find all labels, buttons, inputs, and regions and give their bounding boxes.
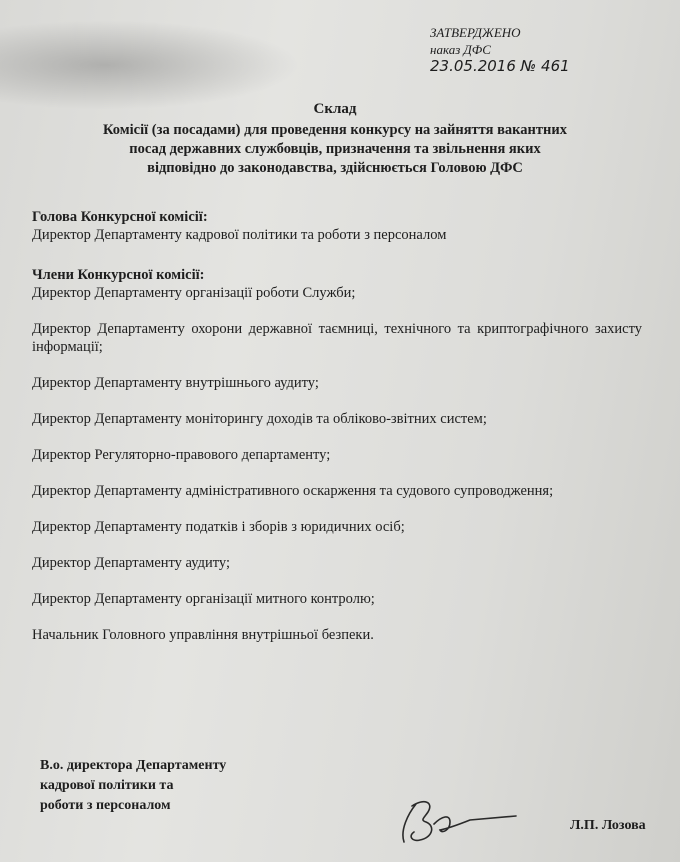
- signer-position-line-2: кадрової політики та: [40, 778, 174, 793]
- document-body: [32, 208, 642, 662]
- title-line-2: посад державних службовців, призначення та звільнення яких: [129, 141, 541, 157]
- chair-label: Голова Конкурсної комісії:: [32, 209, 208, 225]
- member-item: Директор Департаменту внутрішнього аудиту;: [32, 375, 319, 391]
- member-item: Директор Регуляторно-правового департаменту;: [32, 447, 331, 463]
- chair-section: [32, 208, 642, 244]
- member-item: Директор Департаменту адміністративного оскарження та судового супроводження;: [32, 483, 554, 499]
- signer-position-line-3: роботи з персоналом: [40, 798, 171, 813]
- signer-position-line-1: В.о. директора Департаменту: [40, 758, 227, 773]
- document-title: [30, 100, 640, 178]
- approval-stamp: [430, 24, 570, 75]
- member-item: Директор Департаменту організації роботи Служби;: [32, 285, 356, 301]
- title-heading: Склад: [313, 101, 357, 117]
- chair-name: Директор Департаменту кадрової політики та роботи з персоналом: [32, 227, 447, 243]
- approval-date-number: 23.05.2016 № 461: [430, 57, 570, 75]
- title-line-3: відповідно до законодавства, здійснюється Головою ДФС: [147, 160, 523, 176]
- member-item: Директор Департаменту моніторингу доходів та обліково-звітних систем;: [32, 411, 487, 427]
- scan-smudge: [0, 20, 300, 110]
- member-item: Директор Департаменту аудиту;: [32, 555, 230, 571]
- members-section: [32, 266, 642, 644]
- members-label: Члени Конкурсної комісії:: [32, 267, 205, 283]
- handwritten-signature: [390, 790, 520, 850]
- member-item: Начальник Головного управління внутрішньої безпеки.: [32, 627, 374, 643]
- approval-title: ЗАТВЕРДЖЕНО: [430, 25, 521, 40]
- member-item: Директор Департаменту організації митного контролю;: [32, 591, 375, 607]
- member-item: Директор Департаменту охорони державної таємниці, технічного та криптографічного захисту інформації;: [32, 321, 642, 355]
- approval-order: наказ ДФС: [430, 42, 491, 57]
- signature-block: [40, 756, 650, 816]
- signer-name: Л.П. Лозова: [570, 818, 646, 833]
- member-item: Директор Департаменту податків і зборів з юридичних осіб;: [32, 519, 405, 535]
- title-line-1: Комісії (за посадами) для проведення конкурсу на зайняття вакантних: [103, 122, 567, 138]
